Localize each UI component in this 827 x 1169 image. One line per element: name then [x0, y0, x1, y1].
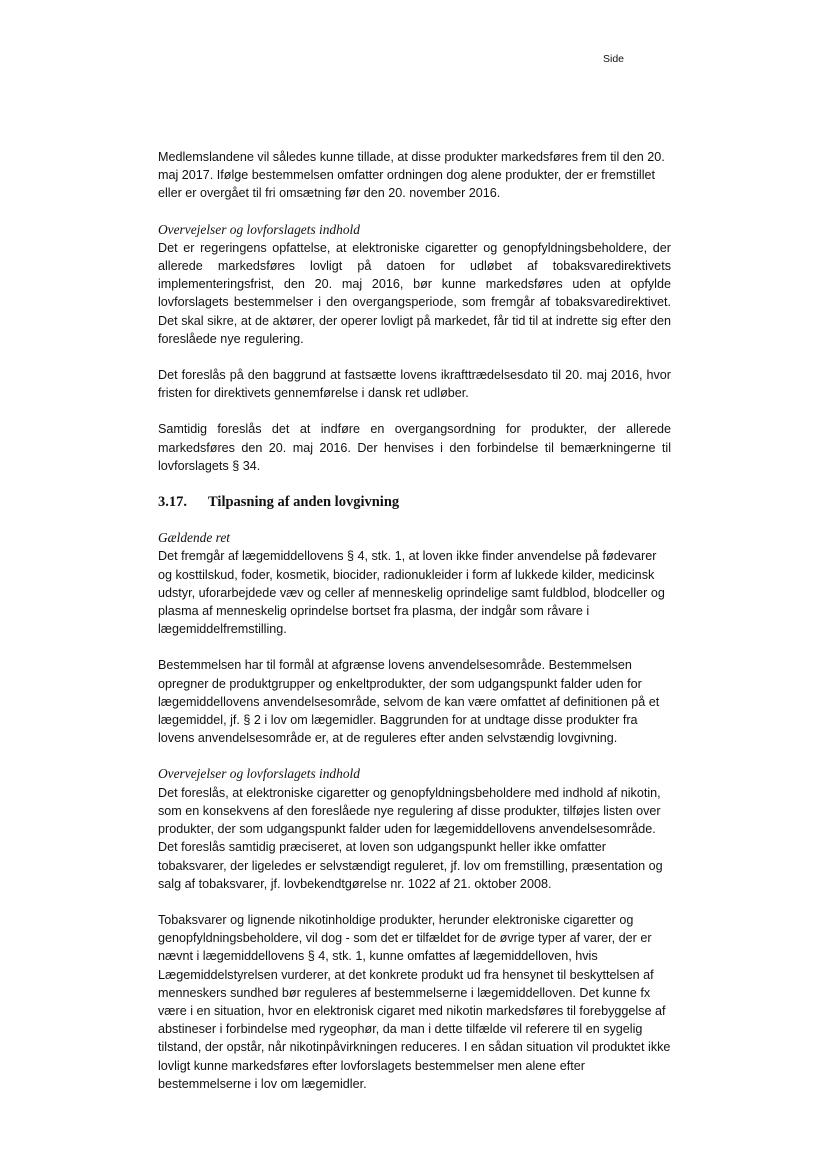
- paragraph: Det foreslås på den baggrund at fastsætte lovens ikrafttrædelsesdato til 20. maj 2016, hvor fristen for direktivets gennemførelse i dansk ret udløber.: [158, 368, 671, 401]
- subheading-considerations: Overvejelser og lovforslagets indhold: [158, 221, 360, 237]
- page-label: Side: [603, 53, 625, 65]
- paragraph: Det foreslås, at elektroniske cigaretter og genopfyldningsbeholdere med indhold af nikotin, som en konsekvens af den foreslåede nye regulering af disse produkter, tilføjes listen over produkter, der som udgangspunkt falder uden for lægemiddellovens anvendelsesområde. Det foreslås samtidig præciseret, at loven son udgangspunkt heller ikke omfatter tobaksvarer, der ligeledes er selvstændigt reguleret, jf. lov om fremstilling, præsentation og salg af tobaksvarer, jf. lovbekendtgørelse nr. 1022 af 21. oktober 2008.: [158, 785, 663, 891]
- paragraph: Samtidig foreslås det at indføre en overgangsordning for produkter, der allerede markedsføres den 20. maj 2016. Der henvises i den forbindelse til bemærkningerne til lovforslagets § 34.: [158, 422, 671, 473]
- subheading-considerations: Overvejelser og lovforslagets indhold: [158, 766, 360, 782]
- section-heading: [158, 493, 671, 511]
- paragraph: Bestemmelsen har til formål at afgrænse lovens anvendelsesområde. Bestemmelsen opregner de produktgrupper og enkeltprodukter, der som udgangspunkt falder uden for lægemiddellovens anvendelsesområde, selvom de kan være omfattet af definitionen på et lægemiddel, jf. § 2 i lov om lægemidler. Baggrunden for at undtage disse produkter fra lovens anvendelsesområde er, at de reguleres efter anden selvstændig lovgivning.: [158, 658, 660, 746]
- intro-paragraph: Medlemslandene vil således kunne tillade, at disse produkter markedsføres frem til den 20. maj 2017. Ifølge bestemmelsen omfatter ordningen dog alene produkter, der er fremstillet eller er overgået til fri omsætning før den 20. november 2016.: [158, 150, 665, 201]
- section-title: Tilpasning af anden lovgivning: [208, 494, 400, 511]
- section-number: 3.17.: [158, 494, 187, 511]
- paragraph: Det fremgår af lægemiddellovens § 4, stk. 1, at loven ikke finder anvendelse på fødevarer og kosttilskud, foder, kosmetik, biocider, radionukleider i form af lukkede kilder, medicinsk udstyr, uforarbejdede væv og celler af menneskelig oprindelige samt fuldblod, blodceller og plasma af menneskelig oprindelse bortset fra plasma, der indgår som råvare i lægemiddelfremstilling.: [158, 549, 665, 637]
- subheading-current-law: Gældende ret: [158, 530, 231, 546]
- paragraph: Tobaksvarer og lignende nikotinholdige produkter, herunder elektroniske cigaretter og genopfyldningsbeholdere, vil dog - som det er tilfældet for de øvrige typer af varer, der er nævnt i lægemiddellovens § 4, stk. 1, kunne omfattes af lægemiddelloven, hvis Lægemiddelstyrelsen vurderer, at det konkrete produkt ud fra hensynet til beskyttelsen af menneskers sundhed bør reguleres af bestemmelserne i lægemiddelloven. Det kunne fx være i en situation, hvor en elektronisk cigaret med nikotin markedsføres til forebyggelse af abstineser i forbindelse med rygeophør, da man i dette tilfælde vil referere til en sygelig tilstand, der opstår, når nikotinpåvirkningen reduceres. I en sådan situation vil produktet ikke lovligt kunne markedsføres efter lovforslagets bestemmelser men alene efter bestemmelserne i lov om lægemidler.: [158, 912, 671, 1091]
- paragraph: Det er regeringens opfattelse, at elektroniske cigaretter og genopfyldningsbeholdere, der allerede markedsføres lovligt på datoen for udløbet af tobaksvaredirektivets implementeringsfrist, den 20. maj 2016, bør kunne markedsføres uden at opfylde lovforslagets bestemmelser i den overgangsperiode, som fremgår af tobaksvaredirektivet. Det skal sikre, at de aktører, der operer lovligt på markedet, får tid til at indrette sig efter den foreslåede nye regulering.: [158, 240, 671, 346]
- document-body: [158, 148, 671, 1093]
